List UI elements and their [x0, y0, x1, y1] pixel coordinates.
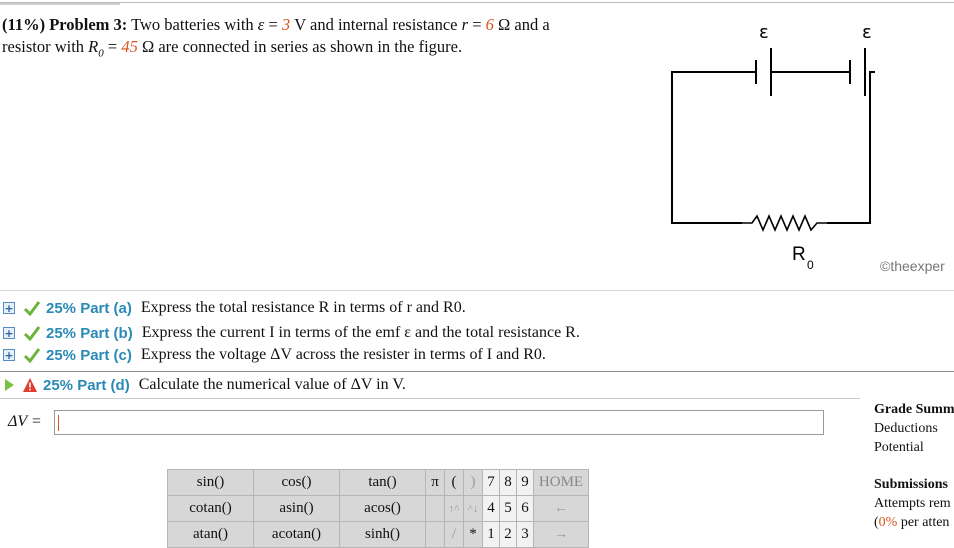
- resistor-label: R: [792, 244, 806, 265]
- key-3[interactable]: 3: [517, 522, 534, 548]
- superscript-up-button[interactable]: ↑^: [445, 496, 464, 522]
- close-paren-button[interactable]: ): [464, 470, 483, 496]
- per-attempt-text: per atten: [897, 515, 950, 530]
- grade-summary-heading: Grade Summ: [874, 402, 954, 417]
- per-attempt-line: (0% per atten: [874, 515, 950, 530]
- key-6[interactable]: 6: [517, 496, 534, 522]
- part-c-label: 25% Part (c): [46, 346, 132, 364]
- top-divider-accent: [0, 3, 120, 5]
- acotan-button[interactable]: acotan(): [254, 522, 340, 548]
- resistor-symbol: [742, 216, 827, 230]
- equals: =: [468, 15, 486, 34]
- part-d-row[interactable]: [0, 374, 406, 396]
- part-b-text: Express the current I in terms of the emf ε and the total resistance R.: [141, 324, 580, 341]
- problem-text: Ω and a: [493, 15, 550, 34]
- asin-button[interactable]: asin(): [254, 496, 340, 522]
- tan-button[interactable]: tan(): [340, 470, 426, 496]
- r0-symbol: R: [88, 37, 99, 56]
- problem-text: Ω are connected in series as shown in the figure.: [137, 37, 463, 56]
- open-paren-button[interactable]: (: [445, 470, 464, 496]
- emf-symbol: ε: [257, 15, 265, 34]
- divider: [0, 398, 860, 399]
- checkmark-icon: [23, 346, 41, 364]
- forward-button[interactable]: →: [534, 522, 589, 548]
- problem-text: V and internal resistance: [290, 15, 462, 34]
- resistor-subscript: 0: [807, 258, 814, 272]
- r-symbol: r: [461, 15, 469, 34]
- checkmark-icon: [23, 299, 41, 317]
- key-9[interactable]: 9: [517, 470, 534, 496]
- attempts-label: Attempts rem: [874, 496, 951, 511]
- blank-key: [426, 496, 445, 522]
- backspace-button[interactable]: ←: [534, 496, 589, 522]
- text-caret: [58, 415, 59, 431]
- copyright-notice: ©theexper: [880, 258, 945, 274]
- expand-icon[interactable]: +: [4, 327, 14, 340]
- equals: =: [264, 15, 282, 34]
- calculator-keypad: [167, 469, 589, 548]
- part-a-row[interactable]: [0, 297, 466, 319]
- r-value: 6: [485, 15, 494, 34]
- answer-label: ΔV =: [8, 413, 42, 430]
- emf-value: 3: [281, 15, 291, 34]
- key-7[interactable]: 7: [483, 470, 500, 496]
- cos-button[interactable]: cos(): [254, 470, 340, 496]
- emf2-label: ε: [862, 22, 872, 43]
- answer-input[interactable]: [54, 410, 824, 435]
- problem-text: resistor with: [2, 37, 89, 56]
- part-a-label: 25% Part (a): [46, 299, 132, 317]
- problem-statement: [2, 14, 622, 64]
- top-divider: [0, 2, 954, 3]
- cotan-button[interactable]: cotan(): [168, 496, 254, 522]
- deductions-label: Deductions: [874, 421, 938, 436]
- part-b-label: 25% Part (b): [46, 324, 133, 342]
- home-button[interactable]: HOME: [534, 470, 589, 496]
- key-4[interactable]: 4: [483, 496, 500, 522]
- key-2[interactable]: 2: [500, 522, 517, 548]
- emf1-label: ε: [759, 22, 769, 43]
- part-c-text: Express the voltage ΔV across the resister in terms of I and R0.: [140, 346, 546, 363]
- expand-icon[interactable]: +: [4, 302, 14, 315]
- checkmark-icon: [23, 324, 41, 342]
- atan-button[interactable]: atan(): [168, 522, 254, 548]
- warning-icon: [22, 377, 38, 393]
- superscript-down-button[interactable]: ^↓: [464, 496, 483, 522]
- acos-button[interactable]: acos(): [340, 496, 426, 522]
- grade-summary-panel: [874, 402, 954, 534]
- percent-value: 0%: [878, 515, 898, 530]
- part-d-label: 25% Part (d): [43, 376, 130, 394]
- equals: =: [103, 37, 122, 56]
- blank-key: [426, 522, 445, 548]
- divider: [0, 290, 954, 291]
- expand-arrow-icon[interactable]: [5, 379, 14, 391]
- divider: [0, 371, 954, 372]
- expand-icon[interactable]: +: [4, 349, 14, 362]
- key-1[interactable]: 1: [483, 522, 500, 548]
- divide-button[interactable]: /: [445, 522, 464, 548]
- problem-text: Two batteries with: [131, 15, 258, 34]
- potential-label: Potential: [874, 440, 924, 455]
- part-d-text: Calculate the numerical value of ΔV in V.: [138, 376, 406, 393]
- part-b-row[interactable]: [0, 322, 580, 344]
- key-8[interactable]: 8: [500, 470, 517, 496]
- part-c-row[interactable]: [0, 344, 546, 366]
- pi-button[interactable]: π: [426, 470, 445, 496]
- submissions-heading: Submissions: [874, 477, 948, 492]
- sin-button[interactable]: sin(): [168, 470, 254, 496]
- circuit-diagram: [660, 8, 875, 283]
- r0-value: 45: [121, 37, 138, 56]
- problem-heading: (11%) Problem 3:: [2, 15, 128, 34]
- part-a-text: Express the total resistance R in terms of r and R0.: [140, 299, 466, 316]
- multiply-button[interactable]: *: [464, 522, 483, 548]
- r0-subscript: 0: [98, 47, 104, 60]
- sinh-button[interactable]: sinh(): [340, 522, 426, 548]
- key-5[interactable]: 5: [500, 496, 517, 522]
- circuit-wires: [672, 48, 875, 223]
